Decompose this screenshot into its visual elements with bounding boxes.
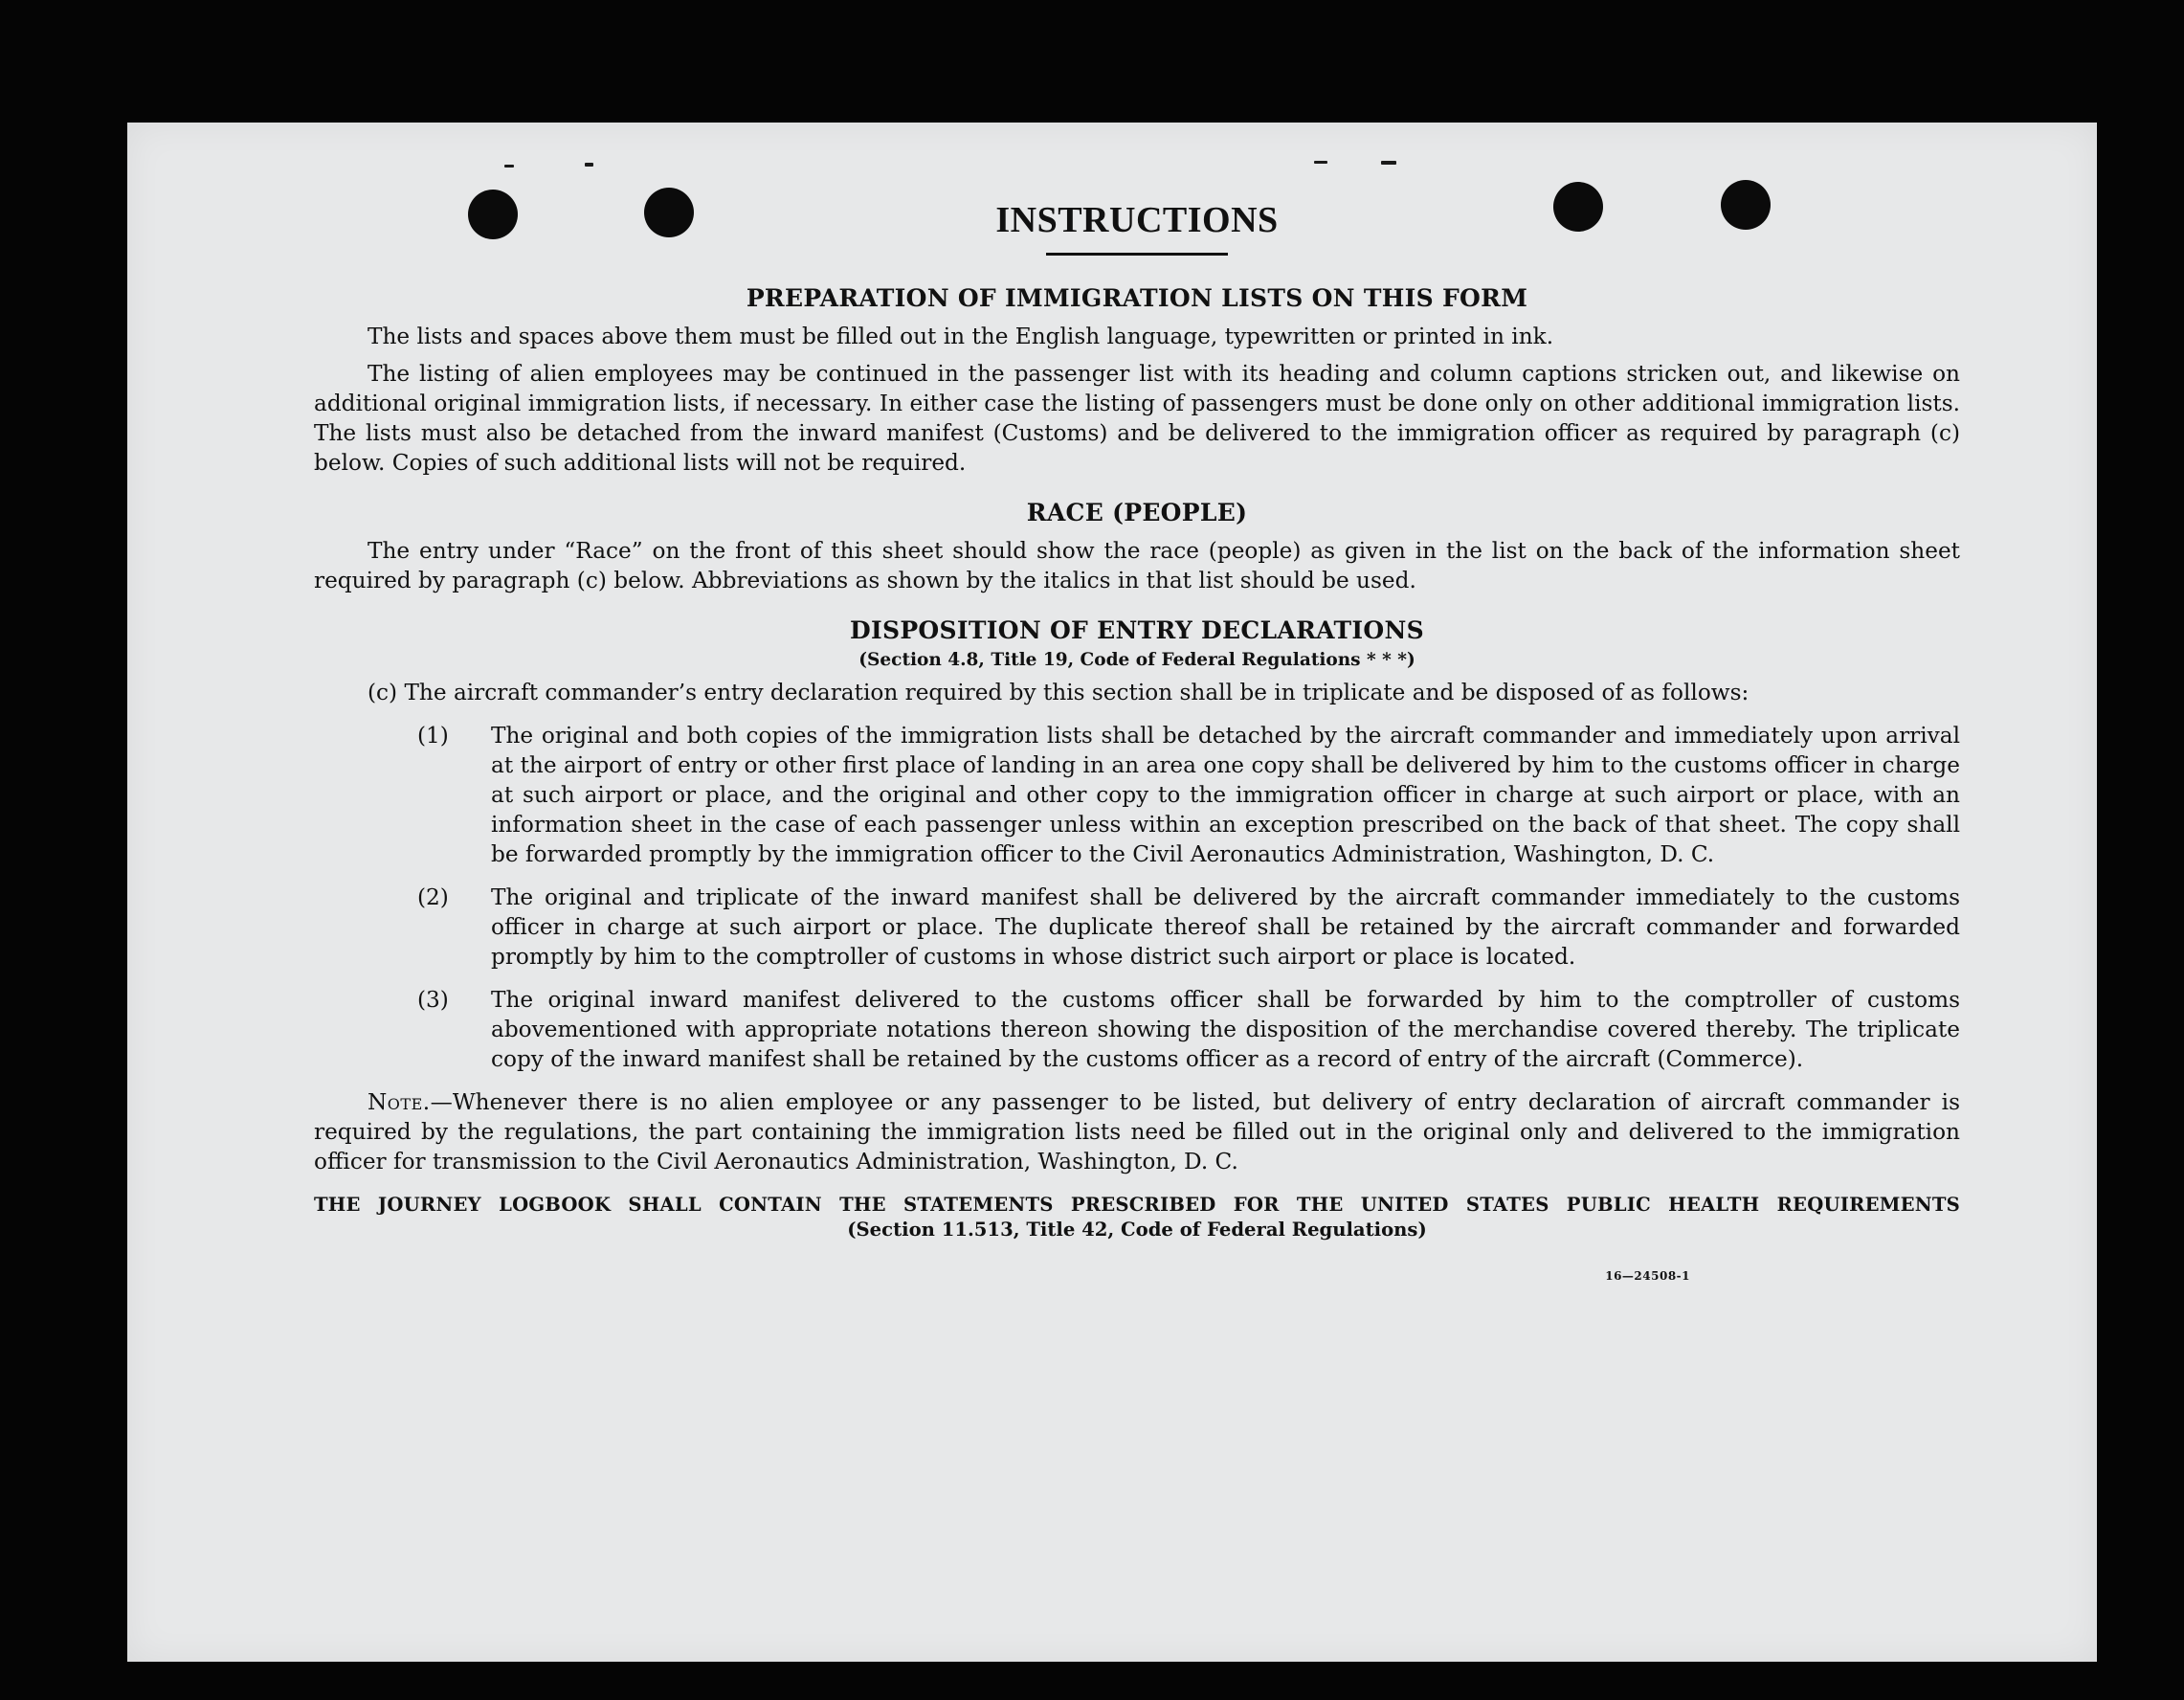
- race-paragraph: The entry under “Race” on the front of this sheet should show the race (people) as given in the list on the back of the information sheet required by paragraph (c) below. Abbreviations as shown by the italics in that list should be used.: [314, 538, 1960, 593]
- note-label: Note.: [368, 1089, 431, 1115]
- item-number: (1): [417, 723, 449, 749]
- ink-speck: [1381, 161, 1396, 165]
- note-text: —Whenever there is no alien employee or any passenger to be listed, but delivery of entry declaration of aircraft commander is required by the regulations, the part containing the immigration lists need be filled out in the original only and delivered to the immigration officer for transmission to the Civil Aeronautics Administration, Washington, D. C.: [314, 1089, 1960, 1174]
- item-number: (2): [417, 884, 449, 910]
- disposition-item: [314, 721, 1960, 869]
- preparation-paragraph-1: The lists and spaces above them must be filled out in the English language, typewritten or printed in ink.: [368, 324, 1554, 349]
- disposition-clause-c: (c) The aircraft commander’s entry declaration required by this section shall be in triplicate and be disposed of as follows:: [368, 680, 1749, 705]
- journey-logbook-statement: THE JOURNEY LOGBOOK SHALL CONTAIN THE STATEMENTS PRESCRIBED FOR THE UNITED STATES PUBLIC HEALTH REQUIREMENTS: [314, 1194, 1960, 1216]
- item-number: (3): [417, 987, 449, 1013]
- ink-speck: [504, 165, 514, 168]
- instructions-content: [314, 199, 1960, 1283]
- title-underline: [1046, 253, 1228, 256]
- disposition-item: [314, 985, 1960, 1074]
- disposition-citation: (Section 4.8, Title 19, Code of Federal Regulations * * *): [858, 650, 1415, 670]
- item-text: The original and triplicate of the inward manifest shall be delivered by the aircraft commander immediately to the customs officer in charge at such airport or place. The duplicate thereof shall be retained by the aircraft commander and forwarded promptly by him to the comptroller of customs in whose district such airport or place is located.: [491, 884, 1960, 970]
- form-sheet: [127, 123, 2097, 1662]
- note-paragraph: [314, 1087, 1960, 1176]
- ink-speck: [1314, 161, 1327, 164]
- preparation-paragraph-2: The listing of alien employees may be continued in the passenger list with its heading and column captions stricken out, and likewise on additional original immigration lists, if necessary. In either case the listing of passengers must be done only on other additional immigration lists. The lists must also be detached from the inward manifest (Customs) and be delivered to the immigration officer as required by paragraph (c) below. Copies of such additional lists will not be required.: [314, 361, 1960, 476]
- disposition-heading: DISPOSITION OF ENTRY DECLARATIONS: [850, 616, 1424, 644]
- item-text: The original inward manifest delivered to the customs officer shall be forwarded by him to the comptroller of customs abovementioned with appropriate notations thereon showing the disposition of the merchandise covered thereby. The triplicate copy of the inward manifest shall be retained by the customs officer as a record of entry of the aircraft (Commerce).: [491, 987, 1960, 1072]
- disposition-item: [314, 883, 1960, 972]
- preparation-heading: PREPARATION OF IMMIGRATION LISTS ON THIS FORM: [746, 284, 1528, 312]
- page-title: INSTRUCTIONS: [995, 200, 1279, 240]
- journey-logbook-citation: (Section 11.513, Title 42, Code of Federal Regulations): [847, 1219, 1427, 1241]
- ink-speck: [585, 163, 593, 167]
- form-number: 16—24508-1: [1605, 1269, 1690, 1283]
- item-text: The original and both copies of the immigration lists shall be detached by the aircraft commander and immediately upon arrival at the airport of entry or other first place of landing in an area one copy shall be delivered by him to the customs officer in charge at such airport or place, and the original and other copy to the immigration officer in charge at such airport or place, with an information sheet in the case of each passenger unless within an exception prescribed on the back of that sheet. The copy shall be forwarded promptly by the immigration officer to the Civil Aeronautics Administration, Washington, D. C.: [491, 723, 1960, 867]
- race-heading: RACE (PEOPLE): [1026, 499, 1248, 526]
